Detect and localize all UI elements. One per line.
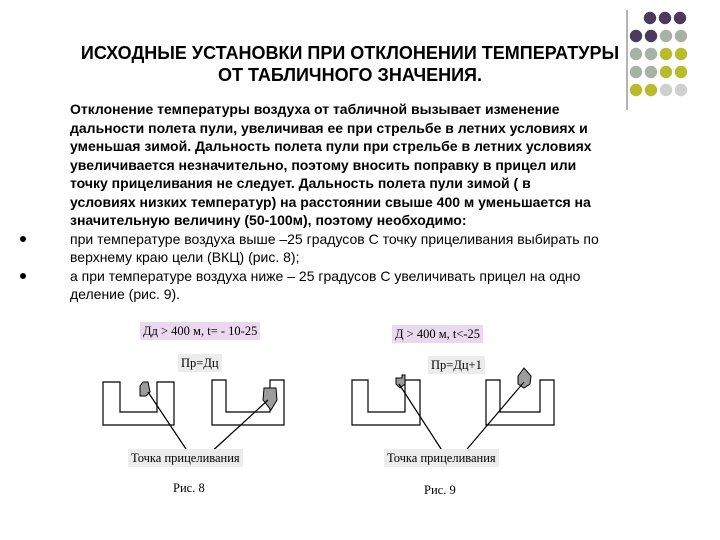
- target-silhouette-left: [352, 380, 420, 425]
- fig8-aim-point-label: Точка прицеливания: [128, 449, 243, 467]
- fig8-condition-label: Дд > 400 м, t= - 10-25: [140, 322, 260, 340]
- paragraph-line: точку прицеливания не следует. Дальность полета пули зимой ( в: [70, 175, 531, 191]
- paragraph-line: значительную величину (50-100м), поэтому необходимо:: [70, 212, 467, 228]
- fig9-caption: Рис. 9: [424, 483, 456, 497]
- paragraph-line: увеличивается незначительно, поэтому вносить поправку в прицел или: [70, 156, 577, 173]
- fig8-caption: Рис. 8: [173, 481, 205, 495]
- bullet-text: деление (рис. 9).: [70, 286, 181, 302]
- bullet-text: верхнему краю цели (ВКЦ) (рис. 8);: [70, 249, 300, 265]
- paragraph-line: условиях низких температур) на расстоянии свыше 400 м уменьшается на: [70, 193, 591, 210]
- fig9-condition-label: Д > 400 м, t<-25: [392, 325, 483, 343]
- pointer-line: [208, 400, 268, 455]
- target-silhouette-left: [103, 382, 174, 425]
- bullet-text: при температуре воздуха выше –25 градусов С точку прицеливания выбирать по: [70, 230, 599, 247]
- bullet-text: а при температуре воздуха ниже – 25 градусов С увеличивать прицел на одно: [70, 267, 581, 284]
- front-sight-icon: [263, 388, 277, 410]
- pointer-line: [399, 384, 445, 455]
- front-sight-icon: [140, 382, 150, 396]
- fig9-sight-label: Пр=Дц+1: [428, 356, 485, 374]
- fig8-sight-label: Пр=Дц: [178, 354, 222, 372]
- title-line-1: ИСХОДНЫЕ УСТАНОВКИ ПРИ ОТКЛОНЕНИИ ТЕМПЕРАТУРЫ: [80, 43, 620, 63]
- fig9-aim-point-label: Точка прицеливания: [384, 449, 499, 467]
- paragraph-line: Отклонение температуры воздуха от табличной вызывает изменение: [70, 101, 560, 117]
- paragraph-line: уменьшая зимой. Дальность полета пули при стрельбе в летних условиях: [70, 138, 592, 154]
- paragraph-line: дальности полета пули, увеличивая ее при стрельбе в летних условиях и: [70, 119, 588, 136]
- front-sight-icon: [518, 368, 531, 388]
- pointer-line: [462, 382, 524, 455]
- title-line-2: ОТ ТАБЛИЧНОГО ЗНАЧЕНИЯ.: [218, 65, 482, 85]
- pointer-line: [148, 392, 190, 455]
